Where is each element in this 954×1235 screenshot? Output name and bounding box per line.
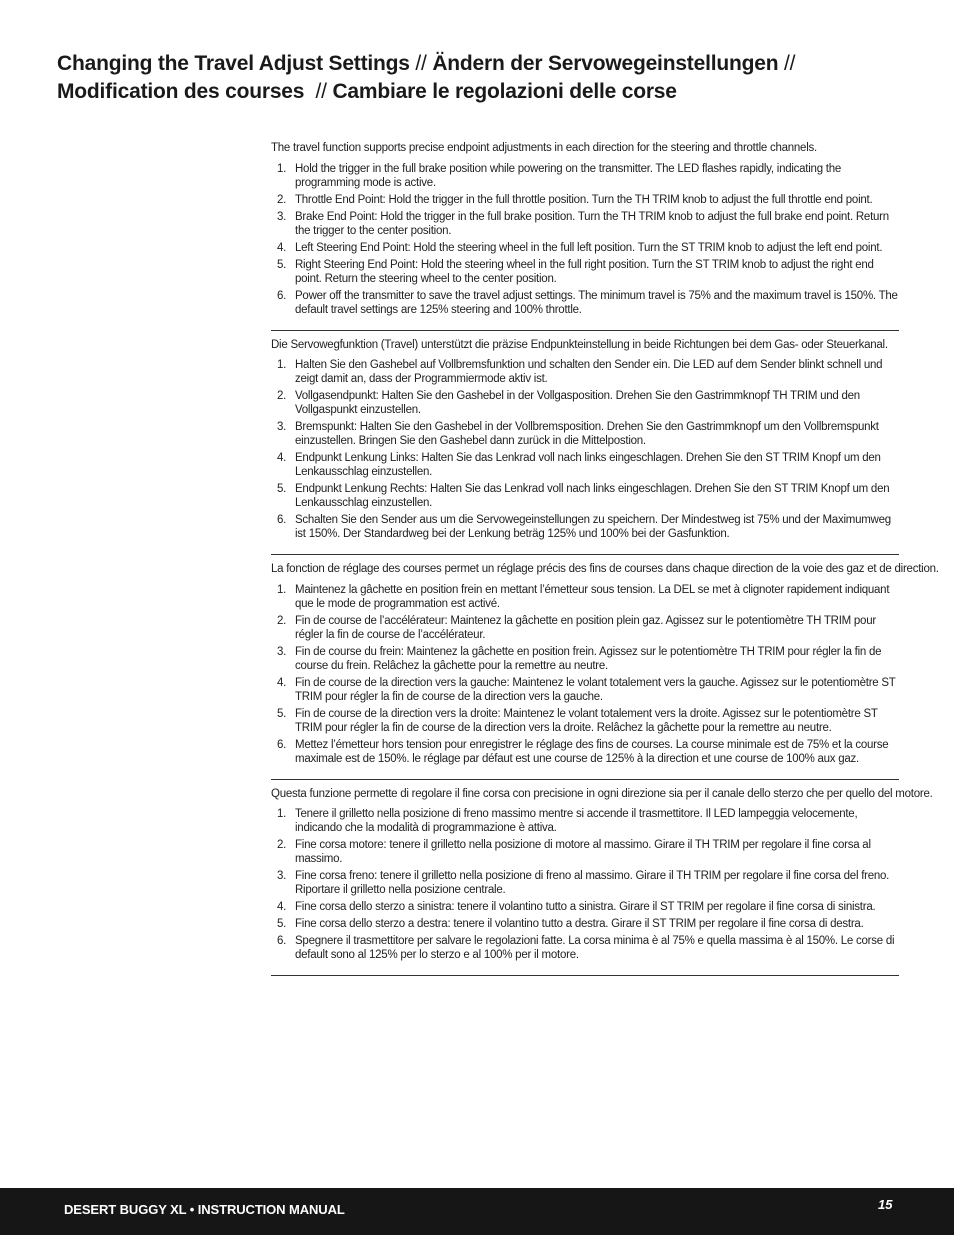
step-text: Maintenez la gâchette en position frein en mettant l’émetteur sous tension. La DEL se met à clignoter rapidement indiquant que le mode de programmation est activé. bbox=[295, 583, 890, 610]
step-number: 6. bbox=[277, 289, 287, 302]
step-text: Tenere il grilletto nella posizione di freno massimo mentre si accende il trasmettitore. Il LED lampeggia velocemente, indicando che la modalità di programmazione è attiva. bbox=[295, 808, 858, 834]
list-item bbox=[271, 482, 899, 510]
page-title bbox=[57, 50, 917, 106]
step-text: Fine corsa freno: tenere il grilletto nella posizione di freno al massimo. Girare il TH TRIM per regolare il fine corsa del freno. Riportare il grilletto nella posizione centrale. bbox=[295, 870, 890, 896]
title-fr: Modification des courses bbox=[57, 80, 305, 103]
step-number: 5. bbox=[277, 258, 287, 271]
step-text: Bremspunkt: Halten Sie den Gashebel in der Vollbremsposition. Drehen Sie den Gastrimmknopf um den Vollbremspunkt einzustellen. Bringen Sie den Gashebel dann zurück in die Mittelpostion. bbox=[295, 421, 879, 447]
step-number: 5. bbox=[277, 483, 287, 495]
list-item bbox=[271, 389, 899, 417]
step-text: Right Steering End Point: Hold the steering wheel in the full right position. Turn the ST TRIM knob to adjust the right end point. Return the steering wheel to the center position. bbox=[295, 258, 874, 285]
section-intro: Die Servowegfunktion (Travel) unterstützt die präzise Endpunkteinstellung in beide Richtungen bei dem Gas- oder Steuerkanal. bbox=[271, 338, 888, 351]
step-text: Halten Sie den Gashebel auf Vollbremsfunktion und schalten den Sender ein. Die LED auf dem Sender blinkt schnell und zeigt damit an, dass der Programmiermode aktiv ist. bbox=[295, 359, 883, 385]
step-number: 3. bbox=[277, 645, 287, 658]
step-number: 2. bbox=[277, 839, 287, 851]
list-item bbox=[271, 241, 899, 255]
section-italian bbox=[271, 787, 933, 977]
step-number: 3. bbox=[277, 870, 287, 882]
step-number: 1. bbox=[277, 808, 287, 820]
section-intro: Questa funzione permette di regolare il fine corsa con precisione in ogni direzione sia per il canale dello sterzo che per quello del motore. bbox=[271, 787, 933, 800]
list-item bbox=[271, 934, 899, 962]
step-number: 3. bbox=[277, 210, 287, 223]
step-text: Spegnere il trasmettitore per salvare le regolazioni fatte. La corsa minima è al 75% e quella massima è al 150%. Le corse di default sono al 125% per lo sterzo e al 100% per il motore. bbox=[295, 935, 895, 961]
step-number: 2. bbox=[277, 193, 287, 206]
title-it: Cambiare le regolazioni delle corse bbox=[332, 80, 677, 103]
step-number: 1. bbox=[277, 583, 287, 596]
list-item bbox=[271, 807, 899, 835]
list-item bbox=[271, 614, 899, 642]
step-number: 1. bbox=[277, 162, 287, 175]
step-number: 4. bbox=[277, 676, 287, 689]
list-item bbox=[271, 451, 899, 479]
section-english bbox=[271, 141, 899, 331]
list-item bbox=[271, 869, 899, 897]
step-text: Fin de course de la direction vers la gauche: Maintenez le volant totalement vers la gauche. Agissez sur le potentiomètre ST TRIM pour régler la fin de course de la direction vers la gauche. bbox=[295, 676, 896, 703]
title-separator: // bbox=[315, 80, 327, 103]
step-number: 1. bbox=[277, 359, 287, 371]
step-number: 4. bbox=[277, 452, 287, 464]
step-text: Fin de course de la direction vers la droite: Maintenez le volant totalement vers la droite. Agissez sur le potentiomètre ST TRIM pour régler la fin de course de la direction vers la droite. Relâchez la gâchette pour la remettre au neutre. bbox=[295, 707, 878, 734]
title-en: Changing the Travel Adjust Settings bbox=[57, 52, 410, 75]
list-item bbox=[271, 917, 899, 931]
step-list bbox=[271, 358, 899, 541]
page-footer bbox=[0, 1188, 954, 1235]
step-text: Fine corsa motore: tenere il grilletto nella posizione di motore al massimo. Girare il TH TRIM per regolare il fine corsa al massimo. bbox=[295, 839, 871, 865]
list-item bbox=[271, 676, 899, 704]
list-item bbox=[271, 210, 899, 238]
section-intro: La fonction de réglage des courses permet un réglage précis des fins de courses dans chaque direction de la voie des gaz et de direction. bbox=[271, 563, 939, 575]
title-separator: // bbox=[783, 52, 796, 75]
list-item bbox=[271, 193, 899, 207]
instructions-content bbox=[271, 141, 939, 983]
step-text: Mettez l’émetteur hors tension pour enregistrer le réglage des fins de courses. La course minimale est de 75% et la course maximale est de 150%. le réglage par défaut est une course de 125% à la direction et une course de 100% aux gaz. bbox=[295, 738, 889, 765]
list-item bbox=[271, 513, 899, 541]
step-number: 5. bbox=[277, 707, 287, 720]
step-list bbox=[271, 583, 899, 766]
title-separator: // bbox=[415, 52, 427, 75]
step-text: Brake End Point: Hold the trigger in the full brake position. Turn the TH TRIM knob to adjust the full brake end point. Return the trigger to the center position. bbox=[295, 210, 889, 237]
step-text: Hold the trigger in the full brake position while powering on the transmitter. The LED flashes rapidly, indicating the programming mode is active. bbox=[295, 162, 842, 189]
section-french bbox=[271, 562, 939, 780]
step-number: 6. bbox=[277, 514, 287, 526]
footer-title: DESERT BUGGY XL • INSTRUCTION MANUAL bbox=[64, 1202, 345, 1217]
section-intro: The travel function supports precise endpoint adjustments in each direction for the steering and throttle channels. bbox=[271, 142, 817, 154]
list-item bbox=[271, 900, 899, 914]
step-text: Schalten Sie den Sender aus um die Servowegeinstellungen zu speichern. Der Mindestweg ist 75% und der Maximumweg ist 150%. Der Standardweg bei der Lenkung beträg 125% und 100% bei der Gasfunktion. bbox=[295, 514, 891, 540]
step-text: Endpunkt Lenkung Rechts: Halten Sie das Lenkrad voll nach links eingeschlagen. Drehen Sie den ST TRIM Knopf um den Lenkausschlag einzustellen. bbox=[295, 483, 890, 509]
step-text: Throttle End Point: Hold the trigger in the full throttle position. Turn the TH TRIM knob to adjust the full throttle end point. bbox=[295, 193, 873, 206]
step-number: 4. bbox=[277, 241, 287, 254]
step-list bbox=[271, 162, 899, 317]
step-number: 6. bbox=[277, 935, 287, 947]
section-german bbox=[271, 338, 899, 556]
step-number: 2. bbox=[277, 614, 287, 627]
list-item bbox=[271, 358, 899, 386]
step-number: 2. bbox=[277, 390, 287, 402]
step-text: Fine corsa dello sterzo a destra: tenere il volantino tutto a destra. Girare il ST TRIM per regolare il fine corsa di destra. bbox=[295, 918, 864, 930]
step-number: 6. bbox=[277, 738, 287, 751]
list-item bbox=[271, 258, 899, 286]
step-list bbox=[271, 807, 899, 962]
list-item bbox=[271, 645, 899, 673]
step-text: Left Steering End Point: Hold the steering wheel in the full left position. Turn the ST TRIM knob to adjust the left end point. bbox=[295, 241, 883, 254]
step-text: Fin de course du frein: Maintenez la gâchette en position frein. Agissez sur le potentiomètre TH TRIM pour régler la fin de course du frein. Relâchez la gâchette pour la remettre au neutre. bbox=[295, 645, 882, 672]
title-de: Ändern der Servowegeinstellungen bbox=[432, 52, 779, 75]
list-item bbox=[271, 707, 899, 735]
step-text: Fin de course de l’accélérateur: Maintenez la gâchette en position plein gaz. Agissez sur le potentiomètre TH TRIM pour régler la fin de course de l’accélérateur. bbox=[295, 614, 876, 641]
list-item bbox=[271, 838, 899, 866]
list-item bbox=[271, 289, 899, 317]
step-text: Endpunkt Lenkung Links: Halten Sie das Lenkrad voll nach links eingeschlagen. Drehen Sie den ST TRIM Knopf um den Lenkausschlag einzustellen. bbox=[295, 452, 881, 478]
page-number: 15 bbox=[878, 1197, 893, 1212]
list-item bbox=[271, 583, 899, 611]
step-number: 4. bbox=[277, 901, 287, 913]
step-text: Vollgasendpunkt: Halten Sie den Gashebel in der Vollgasposition. Drehen Sie den Gastrimmknopf TH TRIM und den Vollgaspunkt einzustellen. bbox=[295, 390, 860, 416]
step-text: Power off the transmitter to save the travel adjust settings. The minimum travel is 75% and the maximum travel is 150%. The default travel settings are 125% steering and 100% throttle. bbox=[295, 289, 898, 316]
step-number: 3. bbox=[277, 421, 287, 433]
step-number: 5. bbox=[277, 918, 287, 930]
list-item bbox=[271, 738, 899, 766]
list-item bbox=[271, 162, 899, 190]
list-item bbox=[271, 420, 899, 448]
step-text: Fine corsa dello sterzo a sinistra: tenere il volantino tutto a sinistra. Girare il ST TRIM per regolare il fine corsa di sinistra. bbox=[295, 901, 876, 913]
